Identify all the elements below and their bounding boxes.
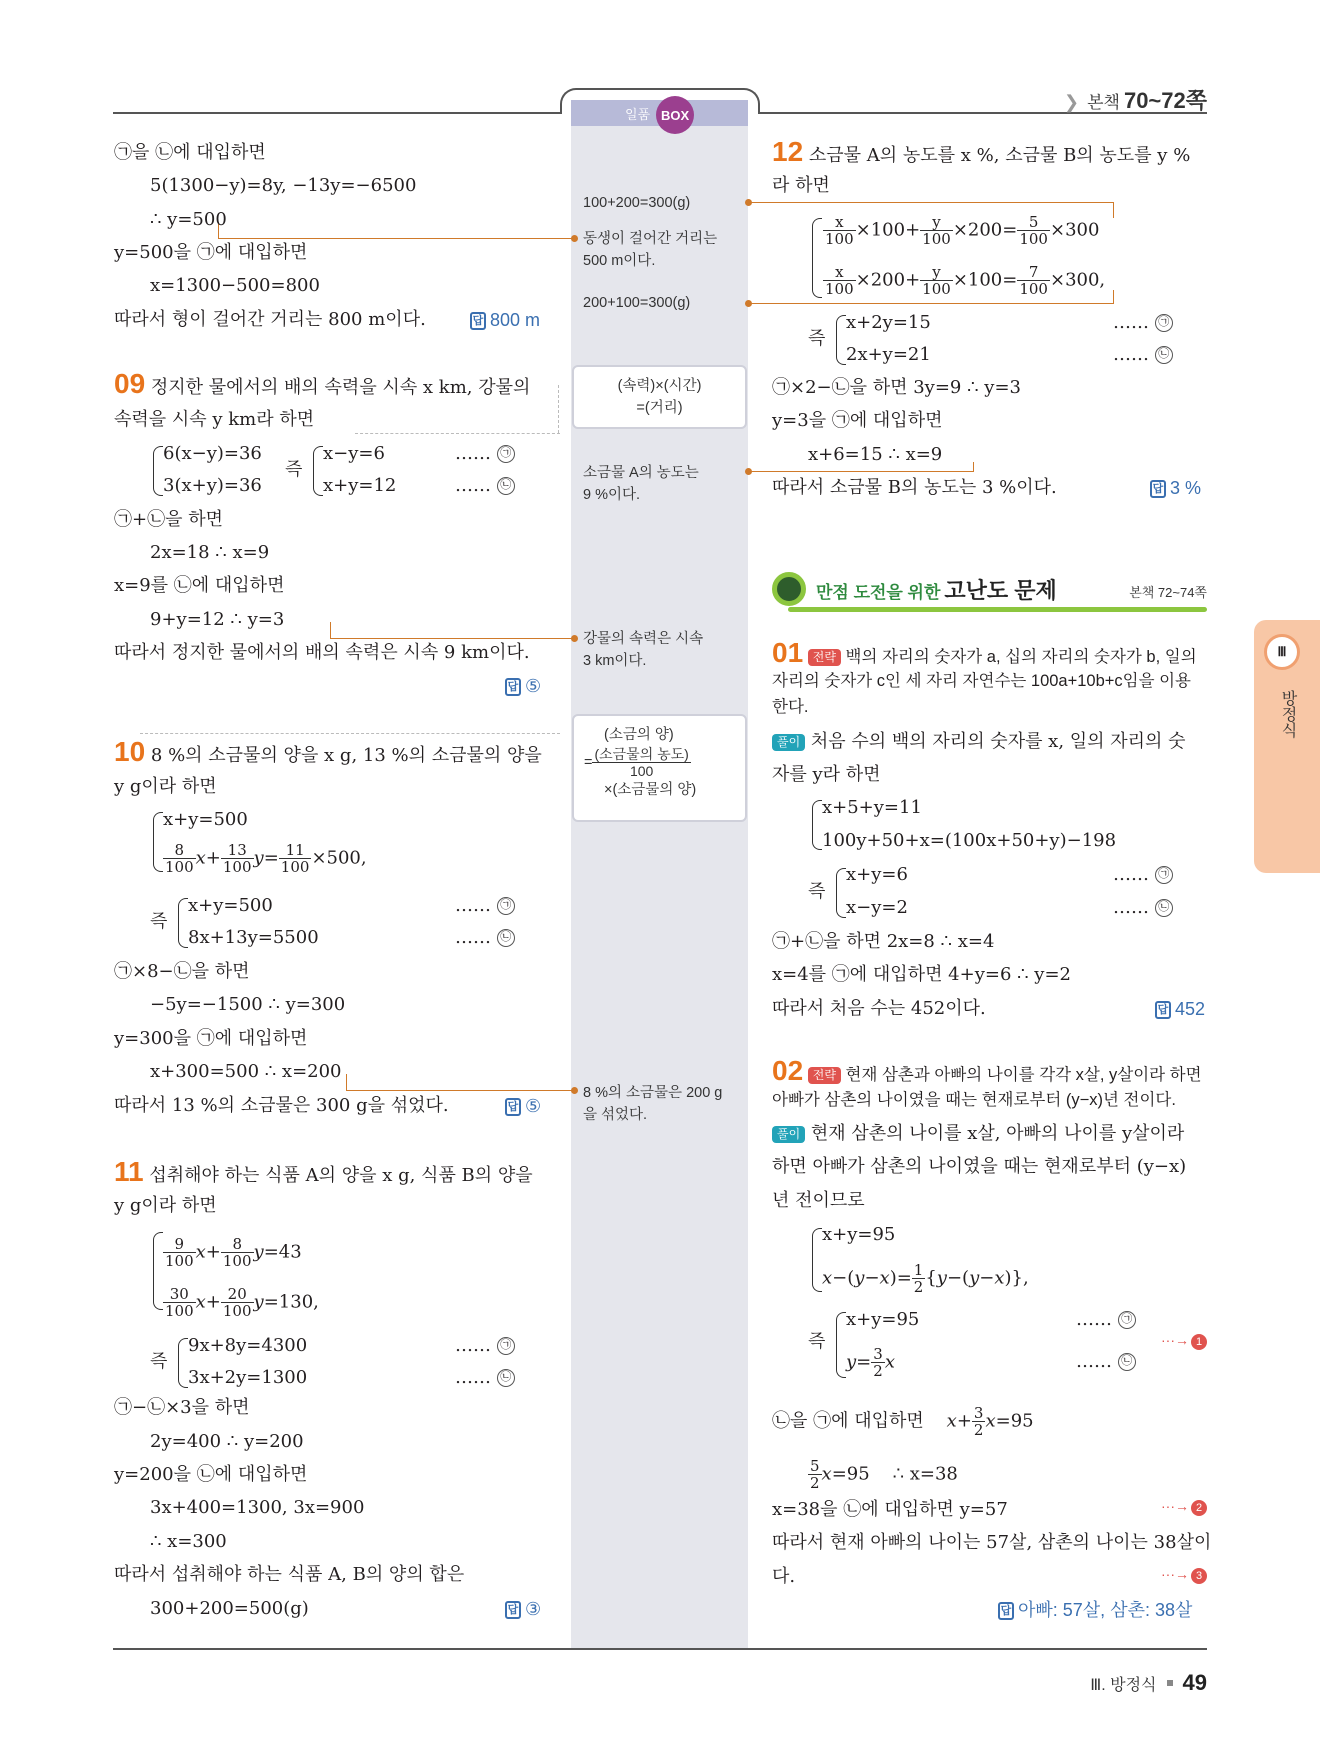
solution-line: 따라서 정지한 물에서의 배의 속력은 시속 9 km이다. (114, 642, 530, 663)
equation: $\frac{8}{100}$ x+ $\frac{13}{100}$ y= $\frac{11}{100}$ ×500, (165, 841, 367, 876)
equation: x+y=95 (846, 1309, 920, 1330)
connector-dot (571, 235, 578, 242)
problem-02-strategy: 02 전략 현재 삼촌과 아빠의 나이를 각각 x살, y살이라 하면 (772, 1055, 1202, 1086)
connector (748, 471, 973, 472)
solution-line: 다. (772, 1566, 796, 1587)
answer-icon: 답 (505, 1601, 521, 1619)
equation: x+y=6 (846, 864, 908, 885)
problem-09-intro: 09 정지한 물에서의 배의 속력을 시속 x km, 강물의 (114, 368, 531, 399)
banner-bar (788, 607, 1207, 612)
eq-label: …… ㉡ (455, 474, 515, 498)
connector (748, 303, 1113, 304)
solution-line: x=1300−500=800 (150, 275, 320, 296)
problem-10-intro: 10 8 %의 소금물의 양을 x g, 13 %의 소금물의 양을 (114, 736, 542, 767)
solution-line: 2y=400 ∴ y=200 (150, 1431, 304, 1452)
solution-line: y=3을 ㉠에 대입하면 (772, 410, 943, 431)
equation: x+y=95 (822, 1224, 896, 1245)
connector (1113, 202, 1114, 218)
chevron-right-icon: ❯ (1064, 92, 1080, 112)
answer: 답 아빠: 57살, 삼촌: 38살 (998, 1598, 1192, 1622)
problem-number: 01 (772, 637, 804, 668)
step-marker: ···→ 2 (1161, 1498, 1207, 1516)
jeuk: 즉 (285, 459, 303, 480)
solution-line: −5y=−1500 ∴ y=300 (150, 994, 346, 1015)
brace (812, 1228, 822, 1292)
connector (748, 202, 1113, 203)
answer: 답 ③ (505, 1597, 541, 1621)
eq-label: …… ㉠ (455, 442, 515, 466)
answer: 답 800 m (470, 308, 540, 332)
equation: x+y=500 (188, 895, 273, 916)
formula-box: (소금의 양) = $\frac{\text{(소금물의 농도)}}{100}$ ×(소금물의 양) (572, 714, 747, 822)
solution-line: ㉠+㉡을 하면 (114, 509, 223, 530)
solution-line: 9+y=12 ∴ y=3 (150, 609, 285, 630)
brace (313, 446, 323, 496)
brace (812, 218, 822, 298)
equation: $\frac{30}{100}$ x+ $\frac{20}{100}$ y=130, (165, 1285, 319, 1320)
equation: x+y=12 (323, 475, 397, 496)
equation: $\frac{x}{100}$ ×100+ $\frac{y}{100}$ ×200= $\frac{5}{100}$ ×300 (825, 213, 1100, 248)
solution-line: y=200을 ㉡에 대입하면 (114, 1464, 308, 1485)
eq-label: …… ㉡ (1076, 1350, 1136, 1374)
solution-line: 따라서 섭취해야 하는 식품 A, B의 양의 합은 (114, 1564, 465, 1585)
eq-label: …… ㉠ (1113, 863, 1173, 887)
step-marker: ···→ 3 (1161, 1566, 1207, 1584)
formula-box: (속력)×(시간) =(거리) (572, 365, 747, 429)
connector (1113, 290, 1114, 304)
box-note: 100+200=300(g) (583, 195, 691, 211)
brace (812, 800, 822, 850)
answer-icon: 답 (1150, 480, 1166, 498)
connector (330, 622, 331, 638)
problem-01-strategy: 01 전략 백의 자리의 숫자가 a, 십의 자리의 숫자가 b, 일의 (772, 637, 1197, 668)
solution-line: 한다. (772, 698, 809, 716)
dashed-leader (355, 433, 560, 434)
equation: $\frac{x}{100}$ ×200+ $\frac{y}{100}$ ×100= $\frac{7}{100}$ ×300, (825, 263, 1106, 298)
answer-icon: 답 (505, 1098, 521, 1116)
box-note: 200+100=300(g) (583, 295, 691, 311)
solution-line: ㉡을 ㉠에 대입하면 x+ $\frac{3}{2}$ x=95 (772, 1404, 1034, 1439)
eq-label: …… ㉡ (455, 1366, 515, 1390)
answer: 답 ⑤ (505, 1094, 541, 1118)
equation: 2x+y=21 (846, 344, 931, 365)
page-number: 49 (1182, 1670, 1207, 1695)
strategy-tag: 전략 (808, 649, 841, 666)
brace (153, 812, 163, 872)
jeuk: 즉 (808, 328, 826, 349)
eq-label: …… ㉡ (1113, 896, 1173, 920)
solution-line: 풀이 현재 삼촌의 나이를 x살, 아빠의 나이를 y살이라 (772, 1122, 1184, 1146)
solution-line: 아빠가 삼촌의 나이였을 때는 현재로부터 (y−x)년 전이다. (772, 1091, 1176, 1109)
solution-line: y g이라 하면 (114, 1195, 217, 1216)
equation: 100y+50+x=(100x+50+y)−198 (822, 830, 1117, 851)
solution-line: x=38을 ㉡에 대입하면 y=57 (772, 1499, 1008, 1520)
equation: x+y=500 (163, 809, 248, 830)
brace (836, 1312, 846, 1378)
eq-label: …… ㉡ (1113, 343, 1173, 367)
solution-line: ∴ x=300 (150, 1531, 227, 1552)
solution-line: ㉠−㉡×3을 하면 (114, 1397, 250, 1418)
solution-line: x=4를 ㉠에 대입하면 4+y=6 ∴ y=2 (772, 964, 1072, 985)
solution-line: ㉠+㉡을 하면 2x=8 ∴ x=4 (772, 931, 995, 952)
bottom-rule (113, 1648, 1207, 1650)
brace (178, 1338, 188, 1388)
problem-number: 12 (772, 136, 804, 167)
solution-line: $\frac{5}{2}$ x=95 ∴ x=38 (810, 1457, 958, 1492)
chapter-side-tab: Ⅲ 방정식 (1254, 620, 1320, 873)
equation: 8x+13y=5500 (188, 927, 319, 948)
brace (836, 868, 846, 918)
step-marker: ···→ 1 (1161, 1332, 1207, 1350)
solution-line: ㉠×2−㉡을 하면 3y=9 ∴ y=3 (772, 377, 1021, 398)
jeuk: 즉 (150, 1351, 168, 1372)
problem-number: 10 (114, 736, 146, 767)
equation: x−y=6 (323, 443, 385, 464)
solution-line: 자리의 숫자가 c인 세 자리 자연수는 100a+10b+c임을 이용 (772, 672, 1191, 690)
solution-line: y=500을 ㉠에 대입하면 (114, 242, 308, 263)
problem-11-intro: 11 섭취해야 하는 식품 A의 양을 x g, 식품 B의 양을 (114, 1156, 533, 1187)
strategy-tag: 전략 (808, 1067, 841, 1084)
answer-icon: 답 (470, 312, 486, 330)
dashed-leader (140, 733, 560, 734)
solution-line: 3x+400=1300, 3x=900 (150, 1497, 365, 1518)
solution-line: 하면 아빠가 삼촌의 나이였을 때는 현재로부터 (y−x) (772, 1156, 1187, 1177)
answer-icon: 답 (998, 1602, 1014, 1620)
brace (153, 1232, 163, 1310)
square-icon (1167, 1680, 1173, 1686)
box-note: 소금물 A의 농도는 9 %이다. (583, 465, 699, 503)
eq-label: …… ㉠ (455, 1334, 515, 1358)
solution-line: x+300=500 ∴ x=200 (150, 1061, 342, 1082)
brace (178, 898, 188, 948)
equation: x−y=2 (846, 897, 908, 918)
eq-label: …… ㉡ (455, 926, 515, 950)
box-header: 일품 BOX (571, 100, 748, 126)
solution-line: x+6=15 ∴ x=9 (808, 444, 943, 465)
solution-tag: 풀이 (772, 1126, 805, 1143)
solution-line: 자를 y라 하면 (772, 764, 881, 785)
problem-number: 09 (114, 368, 146, 399)
solution-line: 따라서 형이 걸어간 거리는 800 m이다. (114, 309, 426, 330)
jeuk: 즉 (808, 1331, 826, 1352)
solution-line: 따라서 처음 수는 452이다. (772, 998, 986, 1019)
dashed-leader (558, 385, 559, 433)
connector-dot (571, 635, 578, 642)
connector (346, 1090, 574, 1091)
box-note: 강물의 속력은 시속 3 km이다. (583, 631, 704, 669)
solution-line: ㉠을 ㉡에 대입하면 (114, 142, 266, 163)
brace (153, 446, 163, 496)
solution-line: 2x=18 ∴ x=9 (150, 542, 270, 563)
connector (346, 1074, 347, 1090)
eq-label: …… ㉠ (455, 894, 515, 918)
solution-line: 속력을 시속 y km라 하면 (114, 409, 315, 430)
solution-line: y g이라 하면 (114, 776, 217, 797)
jeuk: 즉 (808, 881, 826, 902)
solution-line: 따라서 현재 아빠의 나이는 57살, 삼촌의 나이는 38살이 (772, 1532, 1212, 1553)
solution-line: 풀이 처음 수의 백의 자리의 숫자를 x, 일의 자리의 숫 (772, 730, 1186, 754)
solution-line: 따라서 13 %의 소금물은 300 g을 섞었다. (114, 1095, 449, 1116)
answer: 답 ⑤ (505, 674, 541, 698)
connector (973, 462, 974, 472)
equation: y= $\frac{3}{2}$ x (846, 1345, 895, 1380)
equation: $\frac{9}{100}$ x+ $\frac{8}{100}$ y=43 (165, 1235, 302, 1270)
page-reference: ❯ 본책 70~72쪽 (1064, 88, 1207, 113)
answer: 답 452 (1155, 997, 1205, 1021)
equation: 6(x−y)=36 (163, 443, 262, 464)
box-column (571, 100, 748, 1650)
solution-line: 300+200=500(g) (150, 1598, 309, 1619)
eq-label: …… ㉠ (1076, 1308, 1136, 1332)
answer: 답 3 % (1150, 476, 1201, 500)
jeuk: 즉 (150, 911, 168, 932)
equation: x+5+y=11 (822, 797, 922, 818)
solution-line: ㉠×8−㉡을 하면 (114, 961, 250, 982)
connector (218, 238, 574, 239)
solution-line: ∴ y=500 (150, 209, 227, 230)
problem-12-intro: 12 소금물 A의 농도를 x %, 소금물 B의 농도를 y % (772, 136, 1191, 167)
equation: x+2y=15 (846, 312, 931, 333)
equation: 3x+2y=1300 (188, 1367, 308, 1388)
answer-icon: 답 (505, 678, 521, 696)
solution-line: 라 하면 (772, 175, 830, 196)
solution-line: y=300을 ㉠에 대입하면 (114, 1028, 308, 1049)
box-note: 동생이 걸어간 거리는 500 m이다. (583, 231, 718, 269)
box-badge: BOX (656, 96, 694, 134)
equation: x−(y−x)= $\frac{1}{2}$ {y−(y−x)}, (822, 1261, 1029, 1296)
answer-icon: 답 (1155, 1001, 1171, 1019)
section-banner: 만점 도전을 위한 고난도 문제 본책 72~74쪽 (772, 568, 1207, 612)
solution-line: 년 전이므로 (772, 1190, 865, 1211)
solution-line: 5(1300−y)=8y, −13y=−6500 (150, 175, 417, 196)
connector-dot (571, 1087, 578, 1094)
problem-number: 11 (114, 1156, 144, 1187)
solution-line: x=9를 ㉡에 대입하면 (114, 575, 285, 596)
solution-tag: 풀이 (772, 734, 805, 751)
problem-number: 02 (772, 1055, 804, 1086)
connector (330, 638, 574, 639)
brace (836, 315, 846, 365)
eq-label: …… ㉠ (1113, 311, 1173, 335)
page-footer: Ⅲ. 방정식 49 (1090, 1670, 1207, 1695)
box-note: 8 %의 소금물은 200 g 을 섞었다. (583, 1085, 723, 1123)
circle-icon (772, 572, 806, 606)
solution-line: 따라서 소금물 B의 농도는 3 %이다. (772, 477, 1057, 498)
equation: 9x+8y=4300 (188, 1335, 308, 1356)
equation: 3(x+y)=36 (163, 475, 262, 496)
